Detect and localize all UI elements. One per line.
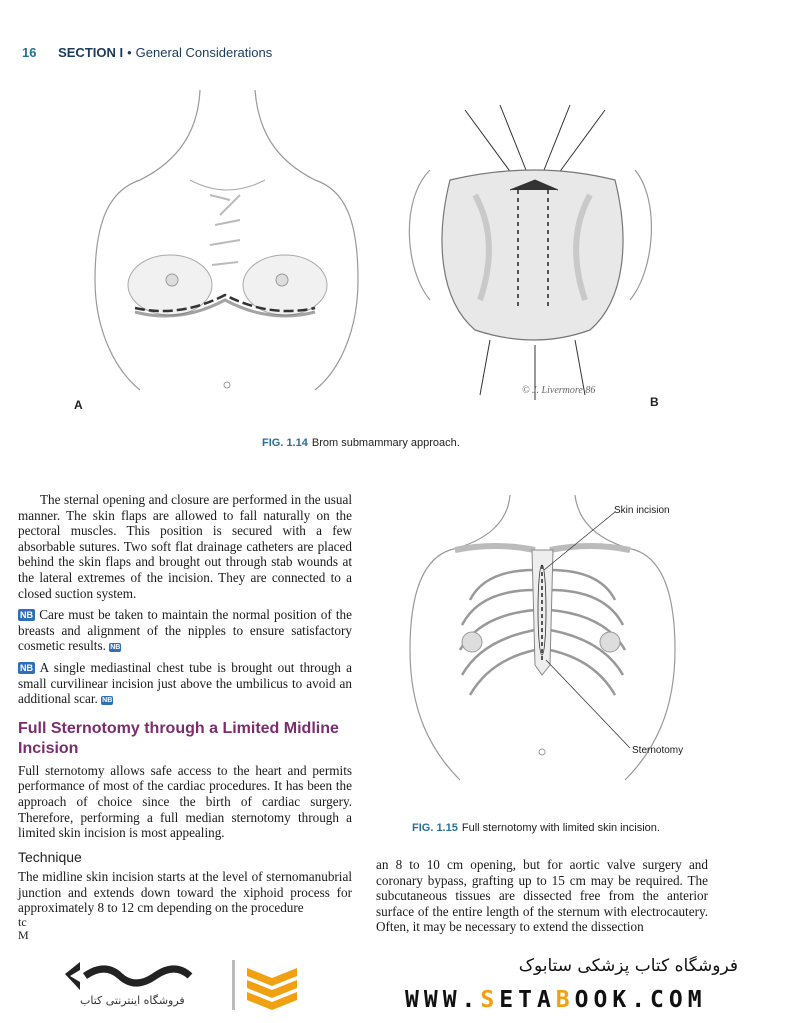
figure-1-14-caption	[262, 437, 460, 449]
url-rest: OOK.COM	[574, 987, 707, 1013]
panel-a-label: A	[74, 398, 83, 412]
figure-1-15-caption	[412, 822, 660, 834]
paragraph: The sternal opening and closure are performed in the usual manner. The skin flaps are allowed to fall naturally on the pectoral muscles. This position is secured with a few absorbable sutures. Two soft flat drainage catheters are placed behind the skin flaps and brought out through stab wounds at the lateral extremes of the incision. They are connected to a closed suction system.	[18, 492, 352, 601]
right-column	[376, 857, 708, 935]
figure-number: FIG. 1.15	[412, 822, 458, 834]
store-url	[405, 987, 707, 1013]
paragraph: The midline skin incision starts at the level of sternomanubrial junction and extends down toward the xiphoid process for approximately 8 to 12 cm depending on the procedure	[18, 869, 352, 916]
logo-caption: فروشگاه اینترنتی کتاب	[80, 994, 185, 1007]
caption-text: Brom submammary approach.	[311, 437, 460, 449]
store-name: فروشگاه کتاب پزشکی ستابوک	[518, 956, 738, 976]
caption-text: Full sternotomy with limited skin incision.	[461, 822, 660, 834]
section-heading: Full Sternotomy through a Limited Midline Incision	[18, 719, 339, 757]
nb-icon: NB	[20, 610, 33, 621]
paragraph: Full sternotomy allows safe access to the heart and permits performance of most of the cardiac procedures. It has been the approach of choice since the birth of cardiac surgery. Therefore, performing a full median sternotomy through a limited skin incision is most appealing.	[18, 762, 352, 841]
nb-end-icon: NB	[110, 644, 121, 652]
nb-end-icon: NB	[102, 697, 113, 705]
panel-b-label: B	[650, 395, 659, 409]
url-s: S	[480, 987, 500, 1013]
figure-number: FIG. 1.14	[262, 437, 308, 449]
cut-line: tc	[18, 915, 27, 930]
running-header	[22, 45, 272, 60]
sternotomy-label: Sternotomy	[632, 745, 684, 756]
nb-paragraph	[18, 607, 352, 654]
figure-1-14-panel-a-illustration	[60, 80, 390, 410]
book-stack-icon	[232, 960, 312, 1010]
skin-incision-label: Skin incision	[614, 505, 670, 516]
nb-text: Care must be taken to maintain the normal position of the breasts and alignment of the nipples to ensure satisfactory cosmetic results.	[18, 607, 352, 654]
url-b: B	[555, 987, 575, 1013]
page-number: 16	[22, 45, 37, 60]
publisher-footer	[0, 942, 787, 1023]
paragraph: an 8 to 10 cm opening, but for aortic valve surgery and coronary bypass, grafting up to 15 cm may be required. The subcutaneous tissues are dissected free from the anterior surface of the entire length of the sternum with electrocautery. Often, it may be necessary to extend the dissection	[376, 857, 708, 935]
url-prefix: WWW.	[405, 987, 481, 1013]
nb-paragraph	[18, 660, 352, 707]
nb-icon: NB	[20, 662, 33, 673]
cut-line: M	[18, 928, 29, 943]
left-column	[18, 492, 352, 942]
illustrator-signature: © J. Livermore 86	[522, 385, 596, 396]
section-title: General Considerations	[135, 45, 273, 60]
section-label: SECTION I	[58, 45, 124, 60]
url-mid: ETA	[499, 987, 556, 1013]
nb-text: A single mediastinal chest tube is brought out through a small curvilinear incision just above the umbilicus to avoid an additional scar.	[18, 659, 352, 707]
header-separator: •	[127, 45, 132, 60]
figure-1-14-panel-b-illustration	[390, 100, 670, 400]
subheading: Technique	[18, 848, 82, 865]
